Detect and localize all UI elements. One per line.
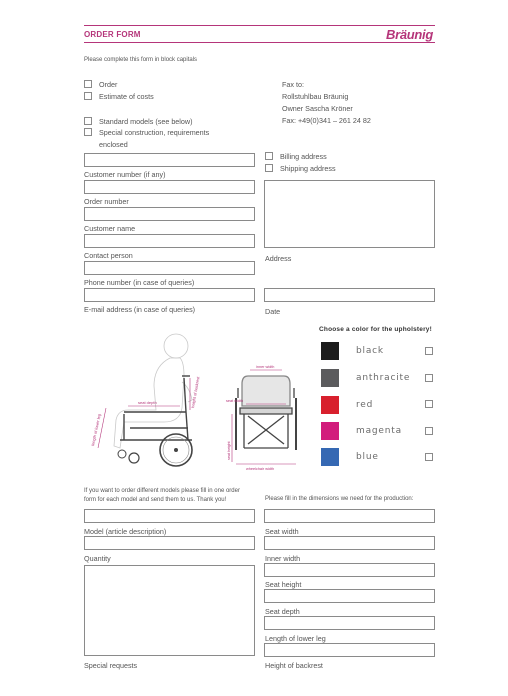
lower-leg-dim-label: length of lower leg — [90, 413, 102, 447]
color-name-anthracite: anthracite — [356, 373, 411, 383]
instruction-text: Please complete this form in block capitals — [84, 57, 198, 63]
order-checkbox[interactable] — [84, 80, 92, 88]
form-title: ORDER FORM — [84, 30, 141, 39]
customer-name-input[interactable] — [84, 207, 255, 221]
contact-person-input[interactable] — [84, 234, 255, 248]
backrest-height-input[interactable] — [264, 643, 435, 657]
inner-width-label: Inner width — [265, 554, 301, 563]
billing-address-label: Billing address — [280, 152, 327, 161]
color-swatch-red — [321, 396, 339, 414]
color-name-red: red — [356, 400, 374, 410]
lower-leg-input[interactable] — [264, 616, 435, 630]
backrest-height-label: Height of backrest — [265, 661, 323, 670]
color-checkbox-anthracite[interactable] — [425, 374, 433, 382]
email-input[interactable] — [84, 288, 255, 302]
inner-width-dim-label: inner width — [256, 365, 275, 369]
phone-label: Phone number (in case of queries) — [84, 278, 195, 287]
phone-input[interactable] — [84, 261, 255, 275]
wheelchair-side-view-diagram — [84, 322, 234, 472]
estimate-label: Estimate of costs — [99, 92, 154, 101]
special-requests-label: Special requests — [84, 661, 138, 670]
color-checkbox-black[interactable] — [425, 347, 433, 355]
date-label: Date — [265, 307, 281, 316]
color-name-blue: blue — [356, 452, 379, 462]
date-input[interactable] — [264, 288, 435, 302]
special-construction-label-2: enclosed — [99, 140, 128, 149]
customer-number-label: Customer number (if any) — [84, 170, 166, 179]
color-checkbox-blue[interactable] — [425, 453, 433, 461]
color-swatch-black — [321, 342, 339, 360]
wheelchair-width-dim-label: wheelchair width — [246, 467, 275, 471]
address-textarea[interactable] — [264, 180, 435, 248]
shipping-address-label: Shipping address — [280, 164, 336, 173]
seat-depth-dim-label: seat depth — [138, 400, 157, 405]
seat-height-dim-label: seat height — [227, 441, 231, 460]
lower-leg-label: Length of lower leg — [265, 634, 326, 643]
seat-height-label: Seat height — [265, 580, 302, 589]
color-checkbox-magenta[interactable] — [425, 427, 433, 435]
address-label: Address — [265, 254, 292, 263]
quantity-label: Quantity — [84, 554, 111, 563]
special-construction-checkbox[interactable] — [84, 128, 92, 136]
customer-number-input[interactable] — [84, 153, 255, 167]
special-construction-label: Special construction, requirements — [99, 128, 210, 137]
backrest-dim-label: height of backrest — [190, 376, 201, 409]
color-heading: Choose a color for the upholstery! — [319, 326, 432, 333]
seat-width-label: Seat width — [265, 527, 299, 536]
color-name-magenta: magenta — [356, 426, 402, 436]
fax-number: Fax: +49(0)341 – 261 24 82 — [282, 116, 371, 125]
standard-models-checkbox[interactable] — [84, 117, 92, 125]
order-label: Order — [99, 80, 118, 89]
seat-width-input[interactable] — [264, 509, 435, 523]
special-requests-textarea[interactable] — [84, 565, 255, 656]
standard-models-label: Standard models (see below) — [99, 117, 193, 126]
header-bottom-line — [84, 42, 435, 43]
customer-name-label: Customer name — [84, 224, 136, 233]
shipping-address-checkbox[interactable] — [265, 164, 273, 172]
inner-width-input[interactable] — [264, 536, 435, 550]
estimate-checkbox[interactable] — [84, 92, 92, 100]
billing-address-checkbox[interactable] — [265, 152, 273, 160]
color-swatch-magenta — [321, 422, 339, 440]
brand-logo: Bräunig — [386, 27, 434, 42]
model-input[interactable] — [84, 509, 255, 523]
dimensions-note: Please fill in the dimensions we need for the production: — [265, 496, 414, 502]
fax-line-3: Owner Sascha Kröner — [282, 104, 353, 113]
seat-width-dim-label: seat width — [226, 399, 244, 403]
header-top-line — [84, 25, 435, 26]
wheelchair-front-view-diagram — [226, 358, 306, 472]
fax-line-2: Rollstuhlbau Bräunig — [282, 92, 349, 101]
model-label: Model (article description) — [84, 527, 167, 536]
order-number-label: Order number — [84, 197, 129, 206]
fax-line-1: Fax to: — [282, 80, 304, 89]
seat-height-input[interactable] — [264, 563, 435, 577]
seat-depth-label: Seat depth — [265, 607, 300, 616]
seat-depth-input[interactable] — [264, 589, 435, 603]
color-swatch-anthracite — [321, 369, 339, 387]
multi-order-note-1: If you want to order different models please fill in one order — [84, 488, 240, 494]
order-number-input[interactable] — [84, 180, 255, 194]
color-checkbox-red[interactable] — [425, 400, 433, 408]
quantity-input[interactable] — [84, 536, 255, 550]
contact-person-label: Contact person — [84, 251, 133, 260]
multi-order-note-2: form for each model and send them to us. Thank you! — [84, 497, 227, 503]
email-label: E-mail address (in case of queries) — [84, 305, 196, 314]
color-swatch-blue — [321, 448, 339, 466]
color-name-black: black — [356, 346, 384, 356]
